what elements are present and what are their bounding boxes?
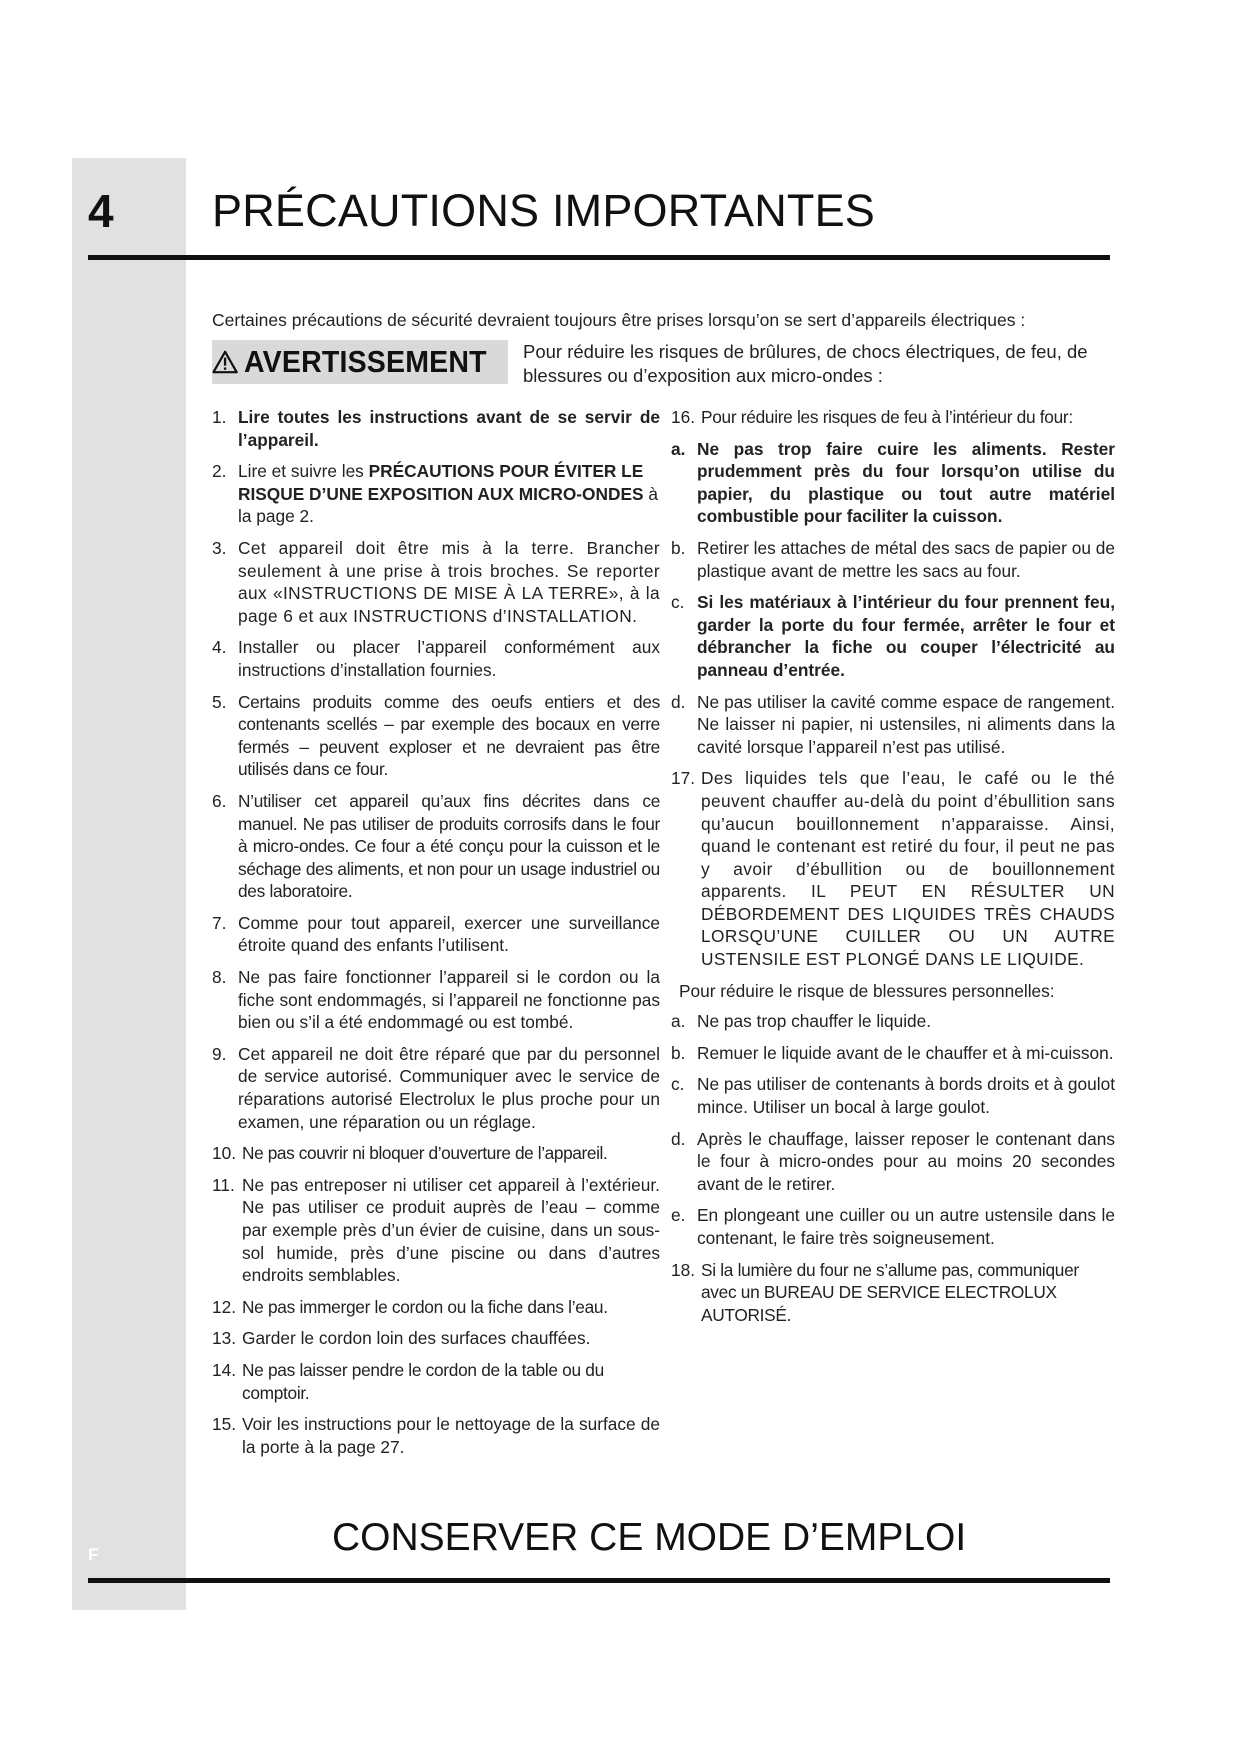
item-number: 4. (212, 637, 227, 658)
item-text: Installer ou placer l’appareil conformément aux instructions d’installation fournies. (238, 637, 660, 680)
item-letter: d. (671, 1128, 686, 1149)
item-text: Cet appareil doit être mis à la terre. Brancher seulement à une prise à trois broches. Se reporter aux «INSTRUCTIONS DE MISE À LA TERRE», à la page 6 et aux INSTRUCTIONS d’INSTALLATION. (238, 537, 660, 626)
item-number: 11. (212, 1174, 235, 1195)
item-letter: b. (671, 1042, 686, 1063)
list-item (212, 912, 660, 957)
item-text: Après le chauffage, laisser reposer le contenant dans le four à micro-ondes pour au moins 20 secondes avant de le retirer. (697, 1128, 1115, 1194)
warning-triangle-icon (212, 345, 238, 379)
list-item (671, 1042, 1115, 1065)
item-text: Ne pas immerger le cordon ou la fiche dans l’eau. (242, 1296, 608, 1317)
item-text: Pour réduire les risques de feu à l’intérieur du four: (701, 407, 1073, 427)
injury-intro: Pour réduire le risque de blessures personnelles: (679, 980, 1055, 1001)
list-item (212, 636, 660, 681)
item-text: Ne pas utiliser la cavité comme espace de rangement. Ne laisser ni papier, ni ustensiles, ni aliments dans la cavité lorsque l’appareil n’est pas utilisé. (697, 691, 1115, 757)
item-text: Ne pas utiliser de contenants à bords droits et à goulot mince. Utiliser un bocal à large goulot. (697, 1074, 1115, 1118)
item-number: 18. (671, 1259, 696, 1280)
list-item (671, 1010, 1115, 1033)
item-text: Remuer le liquide avant de le chauffer et à mi-cuisson. (697, 1042, 1114, 1063)
item-letter: e. (671, 1205, 686, 1226)
list-item (212, 1296, 660, 1319)
item-text-post: à la page 2. (238, 483, 658, 527)
item-text: Voir les instructions pour le nettoyage de la surface de la porte à la page 27. (242, 1414, 660, 1457)
item-text: Ne pas laisser pendre le cordon de la table ou du comptoir. (242, 1359, 604, 1403)
item-number: 6. (212, 790, 227, 811)
item-letter: d. (671, 691, 686, 712)
list-item (671, 438, 1115, 528)
item-number: 14. (212, 1359, 237, 1380)
list-item (212, 1327, 660, 1350)
item-letter: b. (671, 537, 686, 558)
item-text-bold: PRÉCAUTIONS POUR ÉVITER LE RISQUE D’UNE EXPOSITION AUX MICRO-ONDES (238, 461, 644, 504)
list-item (212, 1142, 660, 1165)
list-item (671, 1259, 1115, 1327)
item-number: 17. (671, 768, 696, 789)
item-text: Si les matériaux à l’intérieur du four prennent feu, garder la porte du four fermée, arrêter le four et débrancher la fiche ou couper l’électricité au panneau d’entrée. (697, 592, 1115, 680)
intro-text: Certaines précautions de sécurité devraient toujours être prises lorsqu’on se sert d’appareils électriques : (212, 310, 1026, 330)
side-tab (72, 158, 186, 1610)
item-text: Garder le cordon loin des surfaces chauffées. (242, 1328, 591, 1349)
item-text: En plongeant une cuiller ou un autre ustensile dans le contenant, le faire très soigneusement. (697, 1205, 1115, 1248)
item-number: 15. (212, 1414, 237, 1435)
item-letter: c. (671, 592, 685, 613)
warning-badge (212, 340, 508, 384)
item-number: 3. (212, 537, 227, 558)
item-letter: c. (671, 1074, 685, 1095)
title-rule (88, 255, 1110, 260)
footer-title: CONSERVER CE MODE D’EMPLOI (332, 1516, 967, 1559)
list-item (671, 537, 1115, 582)
item-text: Retirer les attaches de métal des sacs de papier ou de plastique avant de mettre les sacs au four. (697, 537, 1115, 581)
list-item (212, 406, 660, 451)
item-number: 5. (212, 691, 227, 712)
page-title: PRÉCAUTIONS IMPORTANTES (212, 185, 876, 236)
item-number: 2. (212, 461, 227, 482)
list-item (212, 966, 660, 1034)
list-item (671, 691, 1115, 759)
warning-label: AVERTISSEMENT (244, 344, 487, 379)
list-item (212, 1359, 660, 1404)
item-text: Ne pas faire fonctionner l’appareil si le cordon ou la fiche sont endommagés, si l’appareil ne fonctionne pas bien ou s’il a été endommagé ou est tombé. (238, 967, 660, 1033)
item-number: 16. (671, 407, 696, 427)
list-item (671, 1204, 1115, 1249)
list-item (212, 1413, 660, 1458)
warning-text: Pour réduire les risques de brûlures, de chocs électriques, de feu, de blessures ou d’exposition aux micro-ondes : (523, 341, 1088, 386)
right-column (671, 406, 1115, 1335)
item-number: 8. (212, 967, 227, 988)
item-text: N’utiliser cet appareil qu’aux fins décrites dans ce manuel. Ne pas utiliser de produits corrosifs dans le four à micro-ondes. Ce four a été conçu pour la cuisson et le séchage des aliments, et non pour un usage industriel ou des laboratoire. (238, 790, 660, 902)
item-text-pre: Lire et suivre les (238, 461, 369, 482)
item-text (238, 460, 660, 528)
list-item (671, 1073, 1115, 1118)
item-text: Des liquides tels que l’eau, le café ou le thé peuvent chauffer au-delà du point d’ébullition sans qu’aucun bouillonnement n’apparaisse. Ainsi, quand le contenant est retiré du four, il peut ne pas y avoir d’ébullition ou de bouillonnement apparents. IL PEUT EN RÉSULTER UN DÉBORDEMENT DES LIQUIDES TRÈS CHAUDS LORSQU’UNE CUILLER OU UN AUTRE USTENSILE EST PLONGÉ DANS LE LIQUIDE. (701, 768, 1115, 970)
list-item (212, 691, 660, 781)
item-text: Si la lumière du four ne s’allume pas, communiquer avec un BUREAU DE SERVICE ELECTROLUX AUTORISÉ. (701, 1259, 1079, 1325)
item-text: Lire toutes les instructions avant de se servir de l’appareil. (238, 407, 660, 450)
list-item (212, 1174, 660, 1287)
list-item (671, 406, 1115, 429)
item-letter: a. (671, 1011, 686, 1032)
page-number: 4 (88, 185, 114, 237)
language-tab: F (88, 1545, 99, 1564)
item-number: 13. (212, 1328, 237, 1349)
list-item (212, 537, 660, 627)
item-number: 12. (212, 1296, 237, 1317)
list-item (671, 1128, 1115, 1196)
item-number: 9. (212, 1043, 227, 1064)
list-item (212, 1043, 660, 1133)
item-text: Ne pas entreposer ni utiliser cet appareil à l’extérieur. Ne pas utiliser ce produit auprès de l’eau – comme par exemple près d’un évier de cuisine, dans un sous-sol humide, près d’une piscine ou dans d’autres endroits semblables. (242, 1174, 660, 1286)
item-text: Certains produits comme des oeufs entiers et des contenants scellés – par exemple des bocaux en verre fermés – peuvent exploser et ne devraient pas être utilisés dans ce four. (238, 691, 660, 780)
list-item (671, 591, 1115, 681)
left-column (212, 406, 660, 1467)
item-text: Ne pas couvrir ni bloquer d’ouverture de l’appareil. (242, 1143, 608, 1164)
item-number: 10. (212, 1143, 237, 1164)
item-text: Comme pour tout appareil, exercer une surveillance étroite quand des enfants l’utilisent. (238, 912, 660, 956)
item-number: 7. (212, 912, 227, 933)
item-number: 1. (212, 407, 227, 427)
list-item (671, 767, 1115, 970)
item-text: Ne pas trop chauffer le liquide. (697, 1011, 932, 1032)
list-item (212, 790, 660, 903)
footer-rule (88, 1578, 1110, 1583)
list-item (212, 460, 660, 528)
item-text: Cet appareil ne doit être réparé que par du personnel de service autorisé. Communiquer avec le service de réparations autorisé Electrolux le plus proche pour un examen, une réparation ou un réglage. (238, 1043, 660, 1132)
item-letter: a. (671, 438, 686, 459)
item-text: Ne pas trop faire cuire les aliments. Rester prudemment près du four lorsqu’on utilise du papier, du plastique ou tout autre matériel combustible pour faciliter la cuisson. (697, 438, 1115, 527)
